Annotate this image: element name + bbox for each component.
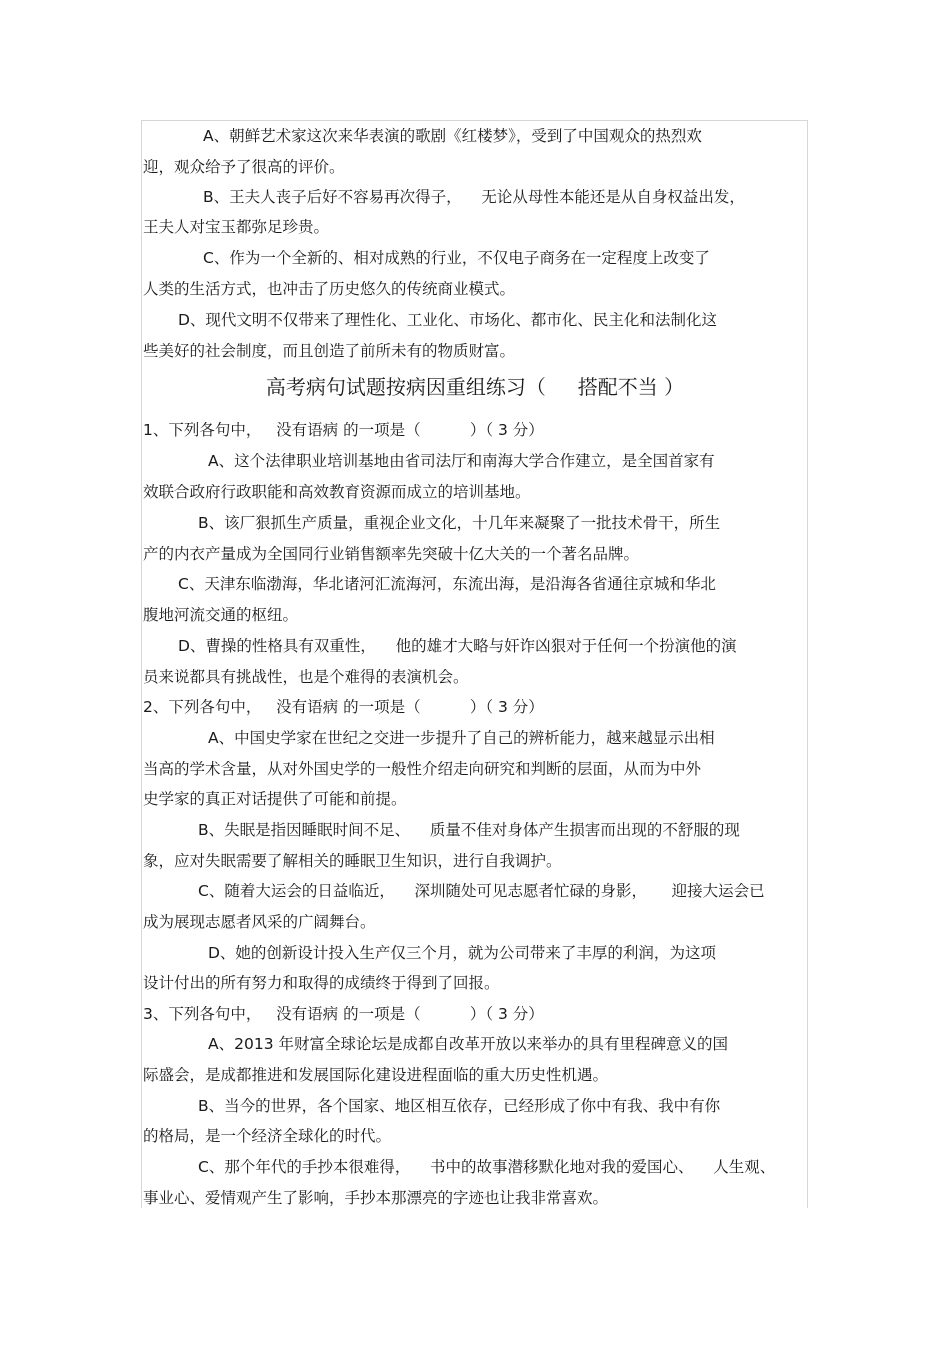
q3-option-a-line2: 际盛会，是成都推进和发展国际化建设进程面临的重大历史性机遇。 bbox=[143, 1066, 609, 1084]
q3-option-a-line1: A、2013 年财富全球论坛是成都自改革开放以来举办的具有里程碑意义的国 bbox=[208, 1035, 728, 1053]
q1-option-c-line1: C、天津东临渤海，华北诸河汇流海河，东流出海，是沿海各省通往京城和华北 bbox=[178, 575, 716, 593]
intro-option-c-line2: 人类的生活方式，也冲击了历史悠久的传统商业模式。 bbox=[143, 280, 516, 298]
q1-option-d-line2: 员来说都具有挑战性，也是个难得的表演机会。 bbox=[143, 668, 469, 686]
q2-option-c-line2: 成为展现志愿者风采的广阔舞台。 bbox=[143, 913, 376, 931]
question-3-stem: 3、下列各句中， 没有语病 的一项是（ ）（ 3 分） bbox=[143, 1005, 544, 1023]
intro-option-d-line1: D、现代文明不仅带来了理性化、工业化、市场化、都市化、民主化和法制化这 bbox=[178, 311, 717, 329]
q3-option-b-line1: B、当今的世界，各个国家、地区相互依存，已经形成了你中有我、我中有你 bbox=[198, 1097, 721, 1115]
q2-option-b-line2: 象，应对失眠需要了解相关的睡眠卫生知识，进行自我调护。 bbox=[143, 852, 562, 870]
intro-option-b-line1: B、王夫人丧子后好不容易再次得子， 无论从母性本能还是从自身权益出发， bbox=[203, 188, 745, 206]
q2-option-a-line2: 当高的学术含量，从对外国史学的一般性介绍走向研究和判断的层面，从而为中外 bbox=[143, 760, 702, 778]
q3-option-c-line1: C、那个年代的手抄本很难得， 书中的故事潜移默化地对我的爱国心、 人生观、 bbox=[198, 1158, 776, 1176]
q1-option-b-line2: 产的内衣产量成为全国同行业销售额率先突破十亿大关的一个著名品牌。 bbox=[143, 545, 640, 563]
q1-option-a-line1: A、这个法律职业培训基地由省司法厅和南海大学合作建立，是全国首家有 bbox=[208, 452, 715, 470]
q2-option-c-line1: C、随着大运会的日益临近， 深圳随处可见志愿者忙碌的身影， 迎接大运会已 bbox=[198, 882, 765, 900]
intro-option-a-line1: A、朝鲜艺术家这次来华表演的歌剧《红楼梦》，受到了中国观众的热烈欢 bbox=[203, 127, 702, 145]
question-1-stem: 1、下列各句中， 没有语病 的一项是（ ）（ 3 分） bbox=[143, 421, 544, 439]
q2-option-a-line3: 史学家的真正对话提供了可能和前提。 bbox=[143, 790, 407, 808]
q1-option-c-line2: 腹地河流交通的枢纽。 bbox=[143, 606, 299, 624]
question-2-stem: 2、下列各句中， 没有语病 的一项是（ ）（ 3 分） bbox=[143, 698, 544, 716]
q1-option-b-line1: B、该厂狠抓生产质量，重视企业文化，十几年来凝聚了一批技术骨干，所生 bbox=[198, 514, 721, 532]
q1-option-d-line1: D、曹操的性格具有双重性， 他的雄才大略与奸诈凶狠对于任何一个扮演他的演 bbox=[178, 637, 737, 655]
q3-option-c-line2: 事业心、爱情观产生了影响，手抄本那漂亮的字迹也让我非常喜欢。 bbox=[143, 1189, 609, 1207]
intro-option-b-line2: 王夫人对宝玉都弥足珍贵。 bbox=[143, 218, 330, 236]
q2-option-d-line2: 设计付出的所有努力和取得的成绩终于得到了回报。 bbox=[143, 974, 500, 992]
q3-option-b-line2: 的格局，是一个经济全球化的时代。 bbox=[143, 1127, 392, 1145]
intro-option-a-line2: 迎，观众给予了很高的评价。 bbox=[143, 158, 345, 176]
intro-option-c-line1: C、作为一个全新的、相对成熟的行业，不仅电子商务在一定程度上改变了 bbox=[203, 249, 710, 267]
section-title: 高考病句试题按病因重组练习（ 搭配不当 ） bbox=[265, 375, 685, 399]
q2-option-a-line1: A、中国史学家在世纪之交进一步提升了自己的辨析能力，越来越显示出相 bbox=[208, 729, 715, 747]
intro-option-d-line2: 些美好的社会制度，而且创造了前所未有的物质财富。 bbox=[143, 342, 516, 360]
q2-option-b-line1: B、失眠是指因睡眠时间不足、 质量不佳对身体产生损害而出现的不舒服的现 bbox=[198, 821, 740, 839]
q1-option-a-line2: 效联合政府行政职能和高效教育资源而成立的培训基地。 bbox=[143, 483, 531, 501]
q2-option-d-line1: D、她的创新设计投入生产仅三个月，就为公司带来了丰厚的利润，为这项 bbox=[208, 944, 716, 962]
